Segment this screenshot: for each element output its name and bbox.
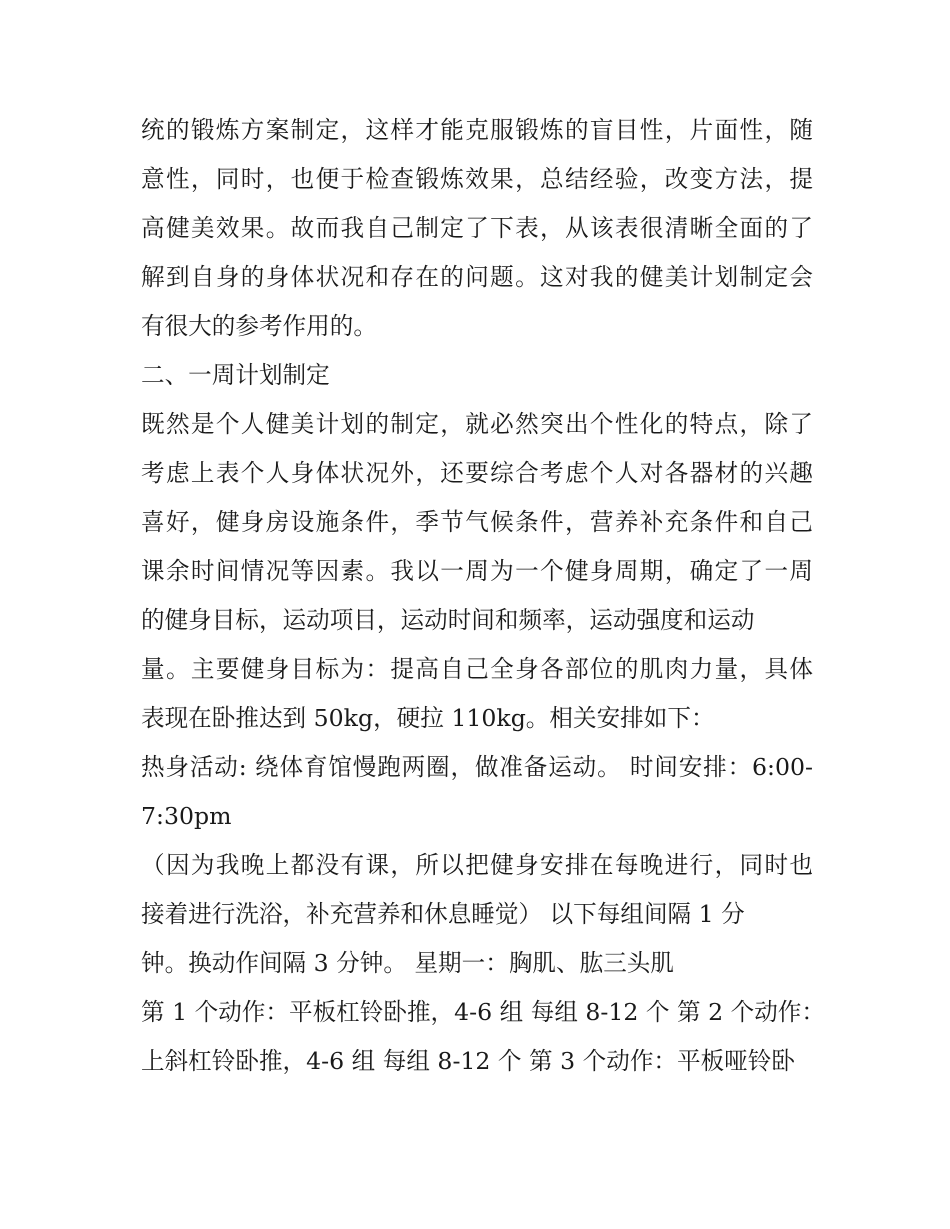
paragraph-line-1: 统的锻炼方案制定，这样才能克服锻炼的盲目性，片面性，随 <box>141 116 813 144</box>
paragraph-line-11: 的健身目标，运动项目，运动时间和频率，运动强度和运动 <box>141 606 755 634</box>
paragraph-line-20: 上斜杠铃卧推，4-6 组 每组 8-12 个 第 3 个动作：平板哑铃卧 <box>141 1047 795 1075</box>
section-heading: 二、一周计划制定 <box>141 361 330 389</box>
paragraph-line-10: 课余时间情况等因素。我以一周为一个健身周期，确定了一周 <box>141 557 813 585</box>
paragraph-line-7: 既然是个人健美计划的制定，就必然突出个性化的特点，除了 <box>141 410 813 438</box>
paragraph-line-12: 量。主要健身目标为：提高自己全身各部位的肌肉力量，具体 <box>141 655 813 683</box>
paragraph-line-17: 接着进行洗浴，补充营养和休息睡觉） 以下每组间隔 1 分 <box>141 900 745 928</box>
paragraph-line-9: 喜好，健身房设施条件，季节气候条件，营养补充条件和自己 <box>141 508 813 536</box>
paragraph-line-19: 第 1 个动作：平板杠铃卧推，4-6 组 每组 8-12 个 第 2 个动作： <box>141 998 825 1026</box>
paragraph-line-16: （因为我晚上都没有课，所以把健身安排在每晚进行，同时也 <box>141 851 813 879</box>
paragraph-line-8: 考虑上表个人身体状况外，还要综合考虑个人对各器材的兴趣 <box>141 459 813 487</box>
paragraph-line-13: 表现在卧推达到 50kg，硬拉 110kg。相关安排如下： <box>141 704 715 732</box>
paragraph-line-18: 钟。换动作间隔 3 分钟。 星期一：胸肌、肱三头肌 <box>141 949 674 977</box>
paragraph-line-15: 7:30pm <box>141 802 232 830</box>
paragraph-line-4: 解到自身的身体状况和存在的问题。这对我的健美计划制定会 <box>141 263 813 291</box>
paragraph-line-2: 意性，同时，也便于检查锻炼效果，总结经验，改变方法，提 <box>141 165 813 193</box>
paragraph-line-5: 有很大的参考作用的。 <box>141 312 377 340</box>
document-page <box>141 106 825 1086</box>
paragraph-line-3: 高健美效果。故而我自己制定了下表，从该表很清晰全面的了 <box>141 214 813 242</box>
paragraph-line-14: 热身活动: 绕体育馆慢跑两圈，做准备运动。 时间安排：6:00- <box>141 753 813 781</box>
